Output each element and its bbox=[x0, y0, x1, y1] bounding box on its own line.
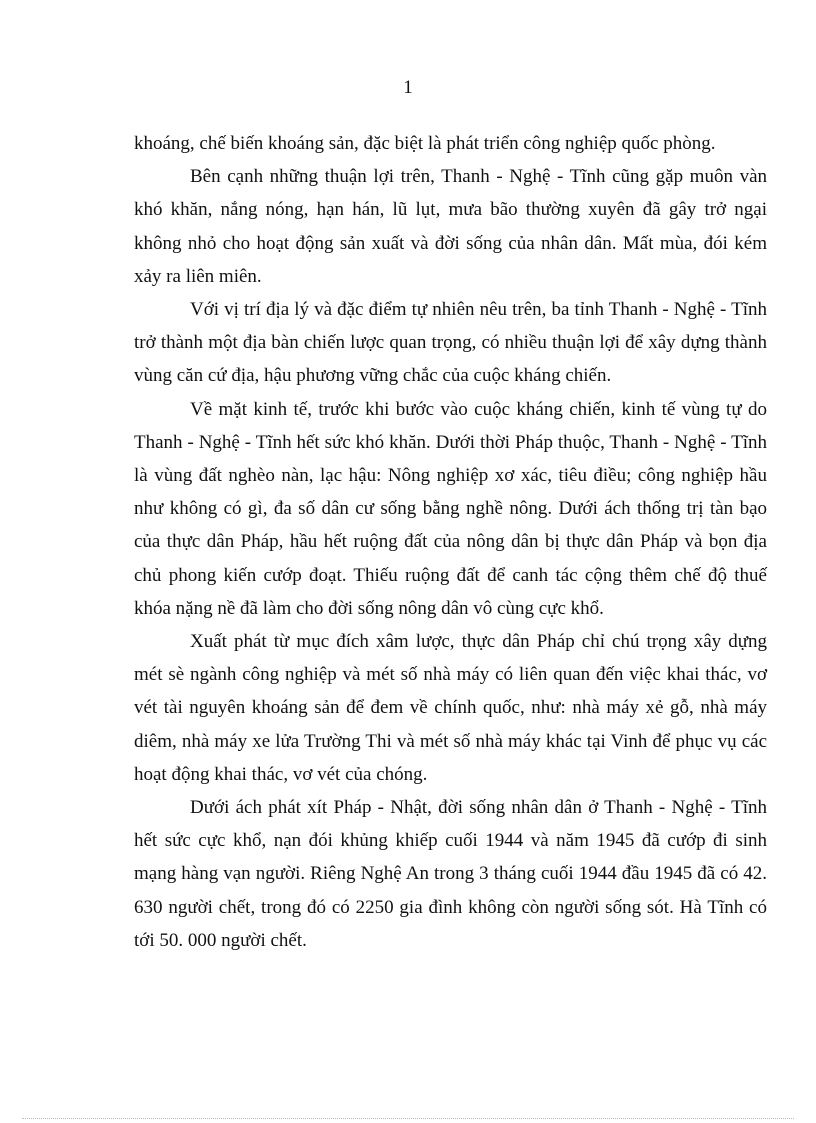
page-bottom-border bbox=[22, 1118, 794, 1119]
paragraph-1: khoáng, chế biến khoáng sản, đặc biệt là phát triển công nghiệp quốc phòng. bbox=[134, 133, 716, 154]
paragraph-5: Xuất phát từ mục đích xâm lược, thực dân Pháp chỉ chú trọng xây dựng mét sè ngành công nghiệp và mét số nhà máy có liên quan đến việc khai thác, vơ vét tài nguyên khoáng sản để đem về chính quốc, như: nhà máy xẻ gỗ, nhà máy diêm, nhà máy xe lửa Trường Thi và mét số nhà máy khác tại Vinh để phục vụ các hoạt động khai thác, vơ vét của chóng. bbox=[134, 631, 767, 785]
paragraph-3: Với vị trí địa lý và đặc điểm tự nhiên nêu trên, ba tỉnh Thanh - Nghệ - Tĩnh trở thành một địa bàn chiến lược quan trọng, có nhiều thuận lợi để xây dựng thành vùng căn cứ địa, hậu phương vững chắc của cuộc kháng chiến. bbox=[134, 299, 767, 387]
document-body bbox=[134, 127, 767, 957]
paragraph-6: Dưới ách phát xít Pháp - Nhật, đời sống nhân dân ở Thanh - Nghệ - Tĩnh hết sức cực khổ, nạn đói khủng khiếp cuối 1944 và năm 1945 đã cướp đi sinh mạng hàng vạn người. Riêng Nghệ An trong 3 tháng cuối 1944 đầu 1945 đã có 42. 630 người chết, trong đó có 2250 gia đình không còn người sống sót. Hà Tĩnh có tới 50. 000 người chết. bbox=[134, 797, 767, 951]
page-number: 1 bbox=[403, 77, 413, 98]
paragraph-4: Về mặt kinh tế, trước khi bước vào cuộc kháng chiến, kinh tế vùng tự do Thanh - Nghệ - Tĩnh hết sức khó khăn. Dưới thời Pháp thuộc, Thanh - Nghệ - Tĩnh là vùng đất nghèo nàn, lạc hậu: Nông nghiệp xơ xác, tiêu điều; công nghiệp hầu như không có gì, đa số dân cư sống bằng nghề nông. Dưới ách thống trị tàn bạo của thực dân Pháp, hầu hết ruộng đất của nông dân bị thực dân Pháp và bọn địa chủ phong kiến cướp đoạt. Thiếu ruộng đất để canh tác cộng thêm chế độ thuế khóa nặng nề đã làm cho đời sống nông dân vô cùng cực khổ. bbox=[134, 398, 767, 619]
paragraph-2: Bên cạnh những thuận lợi trên, Thanh - Nghệ - Tĩnh cũng gặp muôn vàn khó khăn, nắng nóng, hạn hán, lũ lụt, mưa bão thường xuyên đã gây trở ngại không nhỏ cho hoạt động sản xuất và đời sống của nhân dân. Mất mùa, đói kém xảy ra liên miên. bbox=[134, 166, 767, 287]
